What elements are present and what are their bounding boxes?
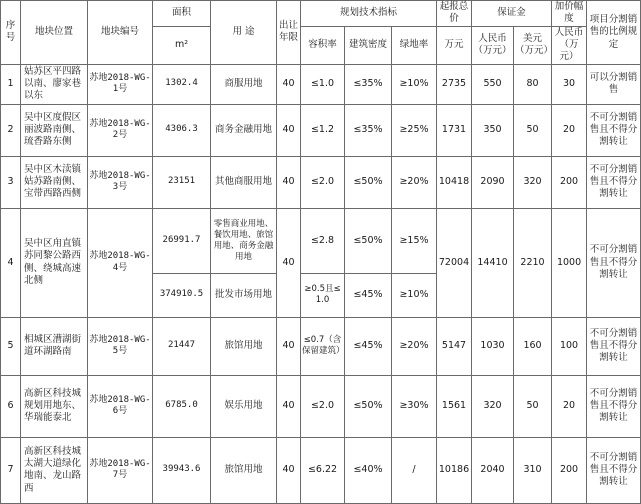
row-term: 40 (277, 64, 301, 104)
header-split-rule: 项目分割销售的比例规定 (587, 1, 641, 65)
row-start-price: 2735 (437, 64, 472, 104)
row-location: 姑苏区平四路以南、廖家巷以东 (21, 64, 88, 104)
row-deposit-rmb: 1030 (472, 317, 514, 375)
row-deposit-usd: 160 (514, 317, 552, 375)
header-far: 容积率 (301, 26, 345, 64)
row-split-rule: 不可分割销售且不得分割转让 (587, 437, 641, 503)
row-deposit-rmb: 2040 (472, 437, 514, 503)
row-term: 40 (277, 156, 301, 208)
header-location: 地块位置 (21, 1, 88, 65)
row-use: 娱乐用地 (211, 375, 277, 437)
row-deposit-rmb: 350 (472, 104, 514, 156)
row-markup: 200 (552, 156, 587, 208)
row-deposit-usd: 50 (514, 104, 552, 156)
header-deposit: 保证金 (472, 1, 552, 27)
row-area: 26991.7 (153, 208, 211, 273)
row-split-rule: 不可分割销售且不得分割转让 (587, 208, 641, 317)
row-deposit-rmb: 550 (472, 64, 514, 104)
row-use: 商务金融用地 (211, 104, 277, 156)
header-green: 绿地率 (392, 26, 437, 64)
row-area: 21447 (153, 317, 211, 375)
row-far-b: ≥0.5且≤1.0 (301, 273, 345, 317)
row-deposit-usd: 50 (514, 375, 552, 437)
row-index: 4 (1, 208, 21, 317)
table-row (1, 156, 641, 208)
row-deposit-rmb: 14410 (472, 208, 514, 317)
row-deposit-rmb: 320 (472, 375, 514, 437)
row-markup: 200 (552, 437, 587, 503)
row-density: ≤50% (345, 208, 392, 273)
row-markup: 1000 (552, 208, 587, 317)
row-density: ≤35% (345, 104, 392, 156)
header-start-price-unit: 万元 (437, 26, 472, 64)
row-split-rule: 不可分割销售且不得分割转让 (587, 104, 641, 156)
row-far: ≤2.0 (301, 156, 345, 208)
row-location: 高新区科技城规划用地东、华瑞能泰北 (21, 375, 88, 437)
row-index: 2 (1, 104, 21, 156)
row-code: 苏地2018-WG-1号 (88, 64, 153, 104)
row-use: 商服用地 (211, 64, 277, 104)
row-far: ≤2.8 (301, 208, 345, 273)
row-green-b: ≥10% (392, 273, 437, 317)
header-code: 地块编号 (88, 1, 153, 65)
row-far: ≤1.2 (301, 104, 345, 156)
row-density: ≤35% (345, 64, 392, 104)
header-use: 用 途 (211, 1, 277, 65)
header-deposit-usd: 美元（万元） (514, 26, 552, 64)
row-area: 39943.6 (153, 437, 211, 503)
header-row (1, 1, 641, 27)
row-index: 5 (1, 317, 21, 375)
table-row (1, 104, 641, 156)
row-start-price: 10418 (437, 156, 472, 208)
row-markup: 20 (552, 375, 587, 437)
row-area: 6785.0 (153, 375, 211, 437)
header-markup-unit: 人民币（万元） (552, 26, 587, 64)
row-start-price: 1561 (437, 375, 472, 437)
table-row (1, 64, 641, 104)
header-start-price: 起报总价 (437, 1, 472, 27)
row-use-b: 批发市场用地 (211, 273, 277, 317)
header-index: 序号 (1, 1, 21, 65)
row-location: 吴中区度假区丽波路南侧、琉香路东侧 (21, 104, 88, 156)
row-markup: 30 (552, 64, 587, 104)
row-use: 旅馆用地 (211, 317, 277, 375)
row-code: 苏地2018-WG-3号 (88, 156, 153, 208)
row-far: ≤1.0 (301, 64, 345, 104)
row-area: 1302.4 (153, 64, 211, 104)
row-code: 苏地2018-WG-7号 (88, 437, 153, 503)
row-deposit-usd: 310 (514, 437, 552, 503)
row-area: 23151 (153, 156, 211, 208)
row-split-rule: 可以分割销售 (587, 64, 641, 104)
row-green: ≥25% (392, 104, 437, 156)
row-green: ≥15% (392, 208, 437, 273)
row-far: ≤2.0 (301, 375, 345, 437)
row-code: 苏地2018-WG-4号 (88, 208, 153, 317)
row-green: ≥20% (392, 317, 437, 375)
row-density-b: ≤45% (345, 273, 392, 317)
row-use: 零售商业用地、餐饮用地、旅馆用地、商务金融用地 (211, 208, 277, 273)
row-deposit-usd: 80 (514, 64, 552, 104)
row-use: 旅馆用地 (211, 437, 277, 503)
row-start-price: 5147 (437, 317, 472, 375)
row-area-b: 374910.5 (153, 273, 211, 317)
row-green: ≥20% (392, 156, 437, 208)
table-row (1, 375, 641, 437)
row-term: 40 (277, 375, 301, 437)
row-code: 苏地2018-WG-5号 (88, 317, 153, 375)
row-green: / (392, 437, 437, 503)
header-area-unit: m² (153, 26, 211, 64)
header-deposit-rmb: 人民币（万元） (472, 26, 514, 64)
row-term: 40 (277, 208, 301, 317)
row-density: ≤50% (345, 375, 392, 437)
row-start-price: 1731 (437, 104, 472, 156)
header-term: 出让年限 (277, 1, 301, 65)
row-green: ≥10% (392, 64, 437, 104)
row-index: 6 (1, 375, 21, 437)
row-split-rule: 不可分割销售且不得分割转让 (587, 156, 641, 208)
row-term: 40 (277, 437, 301, 503)
row-start-price: 72004 (437, 208, 472, 317)
row-markup: 20 (552, 104, 587, 156)
header-density: 建筑密度 (345, 26, 392, 64)
header-markup: 加价幅度 (552, 1, 587, 27)
row-index: 1 (1, 64, 21, 104)
header-plan: 规划技术指标 (301, 1, 437, 27)
row-code: 苏地2018-WG-2号 (88, 104, 153, 156)
row-location: 相城区漕湖街道环湖路南 (21, 317, 88, 375)
table-row (1, 208, 641, 273)
row-split-rule: 不可分割销售且不得分割转让 (587, 375, 641, 437)
row-index: 3 (1, 156, 21, 208)
row-deposit-rmb: 2090 (472, 156, 514, 208)
header-area: 面积 (153, 1, 211, 27)
row-location: 高新区科技城太湖大道绿化地南、龙山路西 (21, 437, 88, 503)
row-green: ≥30% (392, 375, 437, 437)
row-term: 40 (277, 104, 301, 156)
row-density: ≤50% (345, 156, 392, 208)
table-row (1, 437, 641, 503)
row-density: ≤40% (345, 437, 392, 503)
row-far: ≤0.7（含保留建筑） (301, 317, 345, 375)
row-density: ≤45% (345, 317, 392, 375)
row-location: 吴中区甪直镇苏同黎公路西侧、绕城高速北侧 (21, 208, 88, 317)
row-use: 其他商服用地 (211, 156, 277, 208)
row-code: 苏地2018-WG-6号 (88, 375, 153, 437)
row-deposit-usd: 320 (514, 156, 552, 208)
table-row (1, 317, 641, 375)
row-location: 吴中区木渎镇姑苏路南侧、宝带西路西侧 (21, 156, 88, 208)
row-split-rule: 不可分割销售且不得分割转让 (587, 317, 641, 375)
row-deposit-usd: 2210 (514, 208, 552, 317)
row-area: 4306.3 (153, 104, 211, 156)
row-term: 40 (277, 317, 301, 375)
row-markup: 100 (552, 317, 587, 375)
row-index: 7 (1, 437, 21, 503)
row-far: ≤6.22 (301, 437, 345, 503)
row-start-price: 10186 (437, 437, 472, 503)
